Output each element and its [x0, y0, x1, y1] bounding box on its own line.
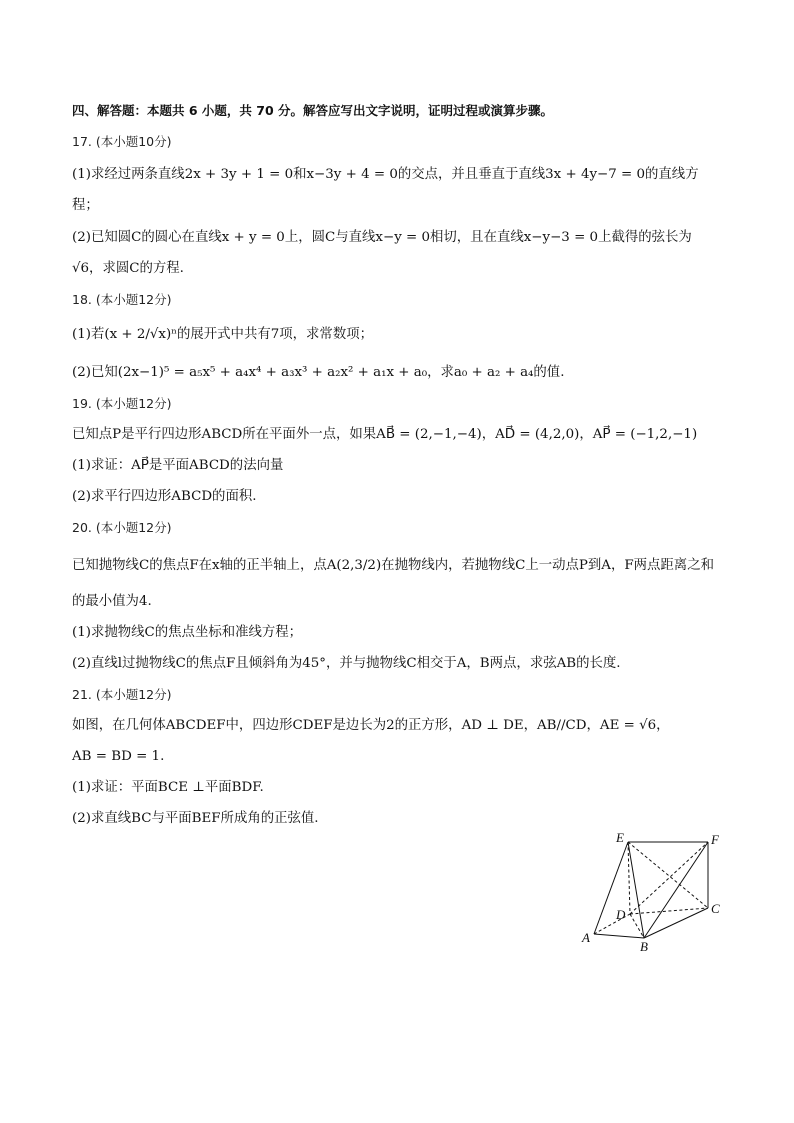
problem-21-line-2: AB = BD = 1. — [72, 749, 165, 764]
problem-20-line-4: (2)直线l过抛物线C的焦点F且倾斜角为45°，并与抛物线C相交于A，B两点，求弦AB的长度. — [72, 656, 621, 671]
problem-19-line-2: (1)求证：AP⃗是平面ABCD的法向量 — [72, 458, 284, 473]
problem-18-line-2: (2)已知(2x−1)⁵ = a₅x⁵ + a₄x⁴ + a₃x³ + a₂x² + a₁x + a₀，求a₀ + a₂ + a₄的值. — [72, 365, 565, 380]
problem-20-header: 20. (本小题12分) — [72, 520, 172, 535]
problem-20-line-3: (1)求抛物线C的焦点坐标和准线方程； — [72, 625, 303, 640]
edge-EC — [628, 842, 708, 908]
problem-21-line-1: 如图，在几何体ABCDEF中，四边形CDEF是边长为2的正方形，AD ⊥ DE，AB//CD，AE = √6， — [72, 718, 670, 733]
label-C: C — [711, 901, 720, 916]
label-D: D — [616, 907, 626, 922]
problem-17-line-1: (1)求经过两条直线2x + 3y + 1 = 0和x−3y + 4 = 0的交点，并且垂直于直线3x + 4y−7 = 0的直线方 — [72, 167, 699, 182]
label-A: A — [582, 930, 590, 945]
problem-20-line-2: 的最小值为4. — [72, 594, 152, 609]
edge-AB — [594, 934, 644, 938]
problem-19-line-1: 已知点P是平行四边形ABCD所在平面外一点，如果AB⃗ = (2,−1,−4)，AD⃗ = (4,2,0)，AP⃗ = (−1,2,−1) — [72, 427, 698, 442]
problem-18-header: 18. (本小题12分) — [72, 292, 172, 307]
label-E: E — [616, 830, 624, 845]
label-F: F — [711, 832, 719, 847]
problem-19-line-3: (2)求平行四边形ABCD的面积. — [72, 489, 257, 504]
problem-17-header: 17. (本小题10分) — [72, 134, 172, 149]
problem-18-line-1: (1)若(x + 2/√x)ⁿ的展开式中共有7项，求常数项； — [72, 327, 373, 342]
section-title: 四、解答题：本题共 6 小题，共 70 分。解答应写出文字说明，证明过程或演算步骤。 — [72, 103, 554, 118]
label-B: B — [640, 939, 648, 954]
problem-19-header: 19. (本小题12分) — [72, 396, 172, 411]
geometry-figure — [578, 828, 728, 954]
problem-20-line-1: 已知抛物线C的焦点F在x轴的正半轴上，点A(2,3/2)在抛物线内，若抛物线C上一动点P到A，F两点距离之和 — [72, 558, 714, 573]
edge-BF — [644, 842, 708, 938]
problem-17-line-2: 程； — [72, 198, 99, 213]
problem-17-line-4: √6，求圆C的方程. — [72, 261, 184, 276]
problem-21-line-3: (1)求证：平面BCE ⊥平面BDF. — [72, 780, 264, 795]
problem-21-header: 21. (本小题12分) — [72, 687, 172, 702]
problem-17-line-3: (2)已知圆C的圆心在直线x + y = 0上，圆C与直线x−y = 0相切，且在直线x−y−3 = 0上截得的弦长为 — [72, 230, 692, 245]
problem-21-line-4: (2)求直线BC与平面BEF所成角的正弦值. — [72, 811, 319, 826]
